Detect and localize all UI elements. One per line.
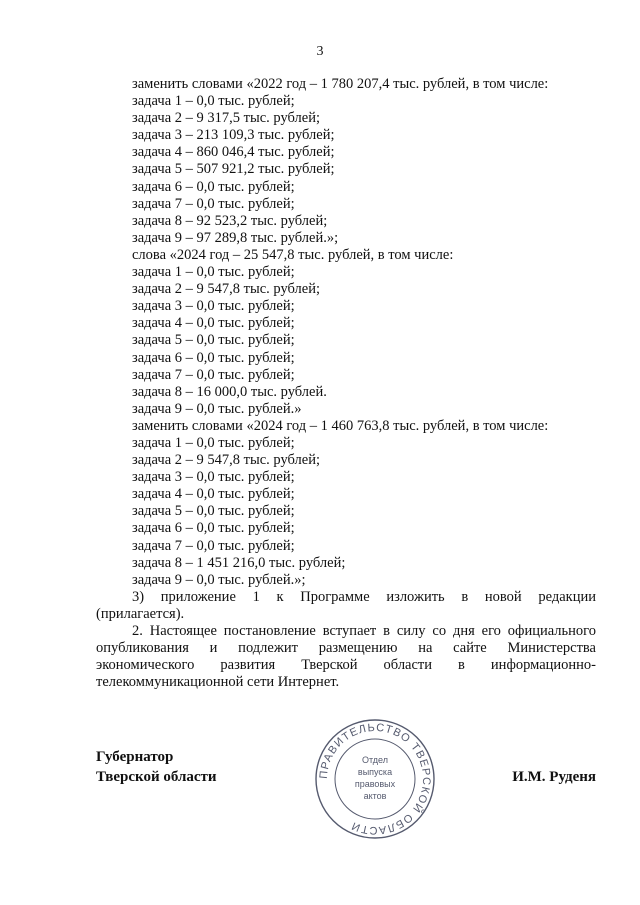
text-line: задача 3 – 213 109,3 тыс. рублей; [132,127,335,144]
text-line: задача 9 – 0,0 тыс. рублей.»; [132,571,306,588]
text-line: слова «2024 год – 25 547,8 тыс. рублей, в том числе: [132,246,454,263]
paragraph-line: (прилагается). [96,605,185,622]
text-line: задача 6 – 0,0 тыс. рублей; [132,520,295,537]
paragraph-appendix [96,589,596,606]
stamp-center-line: Отдел [361,755,389,765]
text-line: задача 7 – 0,0 тыс. рублей; [132,366,295,383]
text-line: задача 6 – 0,0 тыс. рублей; [132,349,295,366]
stamp-ring-text: ПРАВИТЕЛЬСТВО ТВЕРСКОЙ ОБЛАСТИ [317,721,433,837]
text-line: задача 1 – 0,0 тыс. рублей; [132,434,295,451]
text-line: задача 8 – 1 451 216,0 тыс. рублей; [132,554,346,571]
paragraph-line: экономического развития Тверской области в информационно- [96,657,596,674]
text-line: задача 8 – 16 000,0 тыс. рублей. [132,383,327,400]
signatory-title [96,747,217,787]
text-line: задача 2 – 9 317,5 тыс. рублей; [132,110,320,127]
text-line: задача 9 – 97 289,8 тыс. рублей.»; [132,229,339,246]
text-line: задача 5 – 0,0 тыс. рублей; [132,332,295,349]
text-line: задача 5 – 507 921,2 тыс. рублей; [132,161,335,178]
text-line: задача 1 – 0,0 тыс. рублей; [132,264,295,281]
text-line: задача 6 – 0,0 тыс. рублей; [132,178,295,195]
text-line: задача 7 – 0,0 тыс. рублей; [132,195,295,212]
page-number: 3 [316,44,324,59]
text-line: задача 8 – 92 523,2 тыс. рублей; [132,212,328,229]
official-stamp [300,718,450,840]
signatory-name: И.М. Руденя [512,769,596,785]
stamp-center-line: выпуска [357,767,393,777]
stamp-center-line: правовых [354,779,396,789]
text-line: задача 7 – 0,0 тыс. рублей; [132,537,295,554]
paragraph-appendix-tail [96,606,596,623]
paragraph-line: 3) приложение 1 к Программе изложить в новой редакции [132,588,596,605]
text-line: заменить словами «2024 год – 1 460 763,8 тыс. рублей, в том числе: [132,417,549,434]
document-body [96,76,596,691]
signatory-title-line: Тверской области [96,769,217,785]
paragraph-line: опубликования и подлежит размещению на сайте Министерства [96,640,596,657]
text-line: задача 3 – 0,0 тыс. рублей; [132,298,295,315]
text-line: задача 2 – 9 547,8 тыс. рублей; [132,281,320,298]
text-line: задача 1 – 0,0 тыс. рублей; [132,93,295,110]
stamp-seal-icon [300,718,450,840]
text-line: заменить словами «2022 год – 1 780 207,4 тыс. рублей, в том числе: [132,76,549,92]
text-line: задача 2 – 9 547,8 тыс. рублей; [132,452,320,469]
paragraph-effective-date-cont [96,640,596,691]
text-line: задача 4 – 0,0 тыс. рублей; [132,486,295,503]
text-line: задача 9 – 0,0 тыс. рублей.» [132,400,302,417]
text-line: задача 4 – 0,0 тыс. рублей; [132,315,295,332]
paragraph-line: 2. Настоящее постановление вступает в силу со дня его официального [132,623,596,639]
paragraph-line: телекоммуникационной сети Интернет. [96,674,340,691]
stamp-center-line: актов [363,791,387,801]
text-line: задача 5 – 0,0 тыс. рублей; [132,503,295,520]
text-line: задача 4 – 860 046,4 тыс. рублей; [132,144,335,161]
signatory-title-line: Губернатор [96,749,174,765]
paragraph-effective-date [96,623,596,640]
text-line: задача 3 – 0,0 тыс. рублей; [132,469,295,486]
